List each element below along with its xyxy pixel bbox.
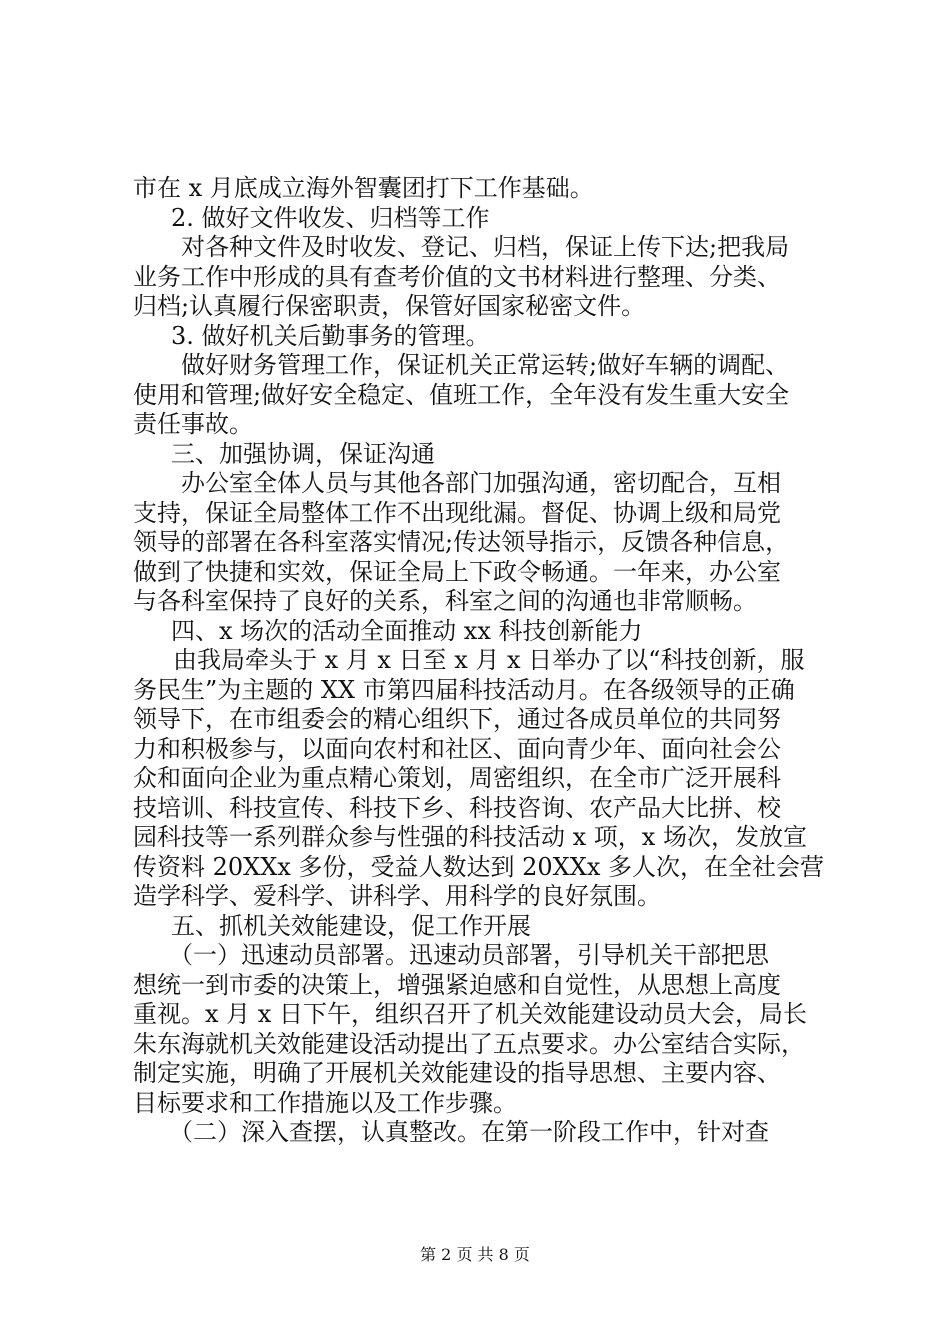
text-line: 造学科学、爱科学、讲科学、用科学的良好氛围。 bbox=[133, 882, 661, 910]
text-line: 支持，保证全局整体工作不出现纰漏。督促、协调上级和局党 bbox=[133, 498, 781, 527]
text-line: 对各种文件及时收发、登记、归档，保证上传下达;把我局 bbox=[181, 233, 790, 261]
text-line: 园科技等一系列群众参与性强的科技活动 x 项，x 场次，发放宣 bbox=[133, 823, 807, 851]
section-heading: 2. 做好文件收发、归档等工作 bbox=[171, 203, 490, 232]
text-line: 市在 x 月底成立海外智囊团打下工作基础。 bbox=[133, 174, 594, 202]
text-line: 领导下，在市组委会的精心组织下，通过各成员单位的共同努 bbox=[133, 705, 781, 733]
section-heading: 三、加强协调，保证沟通 bbox=[171, 439, 435, 468]
section-heading: 3. 做好机关后勤事务的管理。 bbox=[171, 321, 490, 350]
section-heading: 五、抓机关效能建设，促工作开展 bbox=[171, 911, 531, 940]
text-line: 由我局牵头于 x 月 x 日至 x 月 x 日举办了以“科技创新，服 bbox=[173, 646, 805, 674]
text-line: 力和积极参与，以面向农村和社区、面向青少年、面向社会公 bbox=[133, 734, 781, 763]
text-line: 责任事故。 bbox=[133, 410, 253, 438]
text-line: 与各科室保持了良好的关系，科室之间的沟通也非常顺畅。 bbox=[133, 587, 757, 615]
text-line: （二）深入查摆，认真整改。在第一阶段工作中，针对查 bbox=[169, 1118, 769, 1146]
text-line: 想统一到市委的决策上，增强紧迫感和自觉性，从思想上高度 bbox=[133, 970, 781, 999]
text-line: 朱东海就机关效能建设活动提出了五点要求。办公室结合实际， bbox=[133, 1029, 805, 1058]
text-line: 传资料 20XXx 多份，受益人数达到 20XXx 多人次，在全社会营 bbox=[133, 852, 825, 881]
text-line: 业务工作中形成的具有查考价值的文书材料进行整理、分类、 bbox=[133, 262, 781, 291]
text-line: 制定实施，明确了开展机关效能建设的指导思想、主要内容、 bbox=[133, 1059, 781, 1087]
page-number-footer: 第 2 页 共 8 页 bbox=[420, 1245, 530, 1264]
text-line: 办公室全体人员与其他各部门加强沟通，密切配合，互相 bbox=[181, 469, 781, 497]
text-line: 使用和管理;做好安全稳定、值班工作，全年没有发生重大安全 bbox=[133, 380, 790, 409]
text-line: 目标要求和工作措施以及工作步骤。 bbox=[133, 1088, 517, 1117]
text-line: 务民生”为主题的 XX 市第四届科技活动月。在各级领导的正确 bbox=[133, 675, 795, 704]
text-line: 做到了快捷和实效，保证全局上下政令畅通。一年来，办公室 bbox=[133, 557, 781, 586]
text-line: 众和面向企业为重点精心策划，周密组织，在全市广泛开展科 bbox=[133, 764, 781, 792]
text-line: 做好财务管理工作，保证机关正常运转;做好车辆的调配、 bbox=[181, 351, 790, 379]
text-line: 重视。x 月 x 日下午，组织召开了机关效能建设动员大会，局长 bbox=[133, 1000, 807, 1028]
text-line: 领导的部署在各科室落实情况;传达领导指示，反馈各种信息， bbox=[133, 528, 790, 556]
text-line: （一）迅速动员部署。迅速动员部署，引导机关干部把思 bbox=[169, 941, 769, 969]
document-body bbox=[133, 174, 833, 1148]
text-line: 技培训、科技宣传、科技下乡、科技咨询、农产品大比拼、校 bbox=[133, 793, 781, 822]
text-line: 归档;认真履行保密职责，保管好国家秘密文件。 bbox=[133, 292, 646, 320]
section-heading: 四、x 场次的活动全面推动 xx 科技创新能力 bbox=[171, 616, 643, 645]
